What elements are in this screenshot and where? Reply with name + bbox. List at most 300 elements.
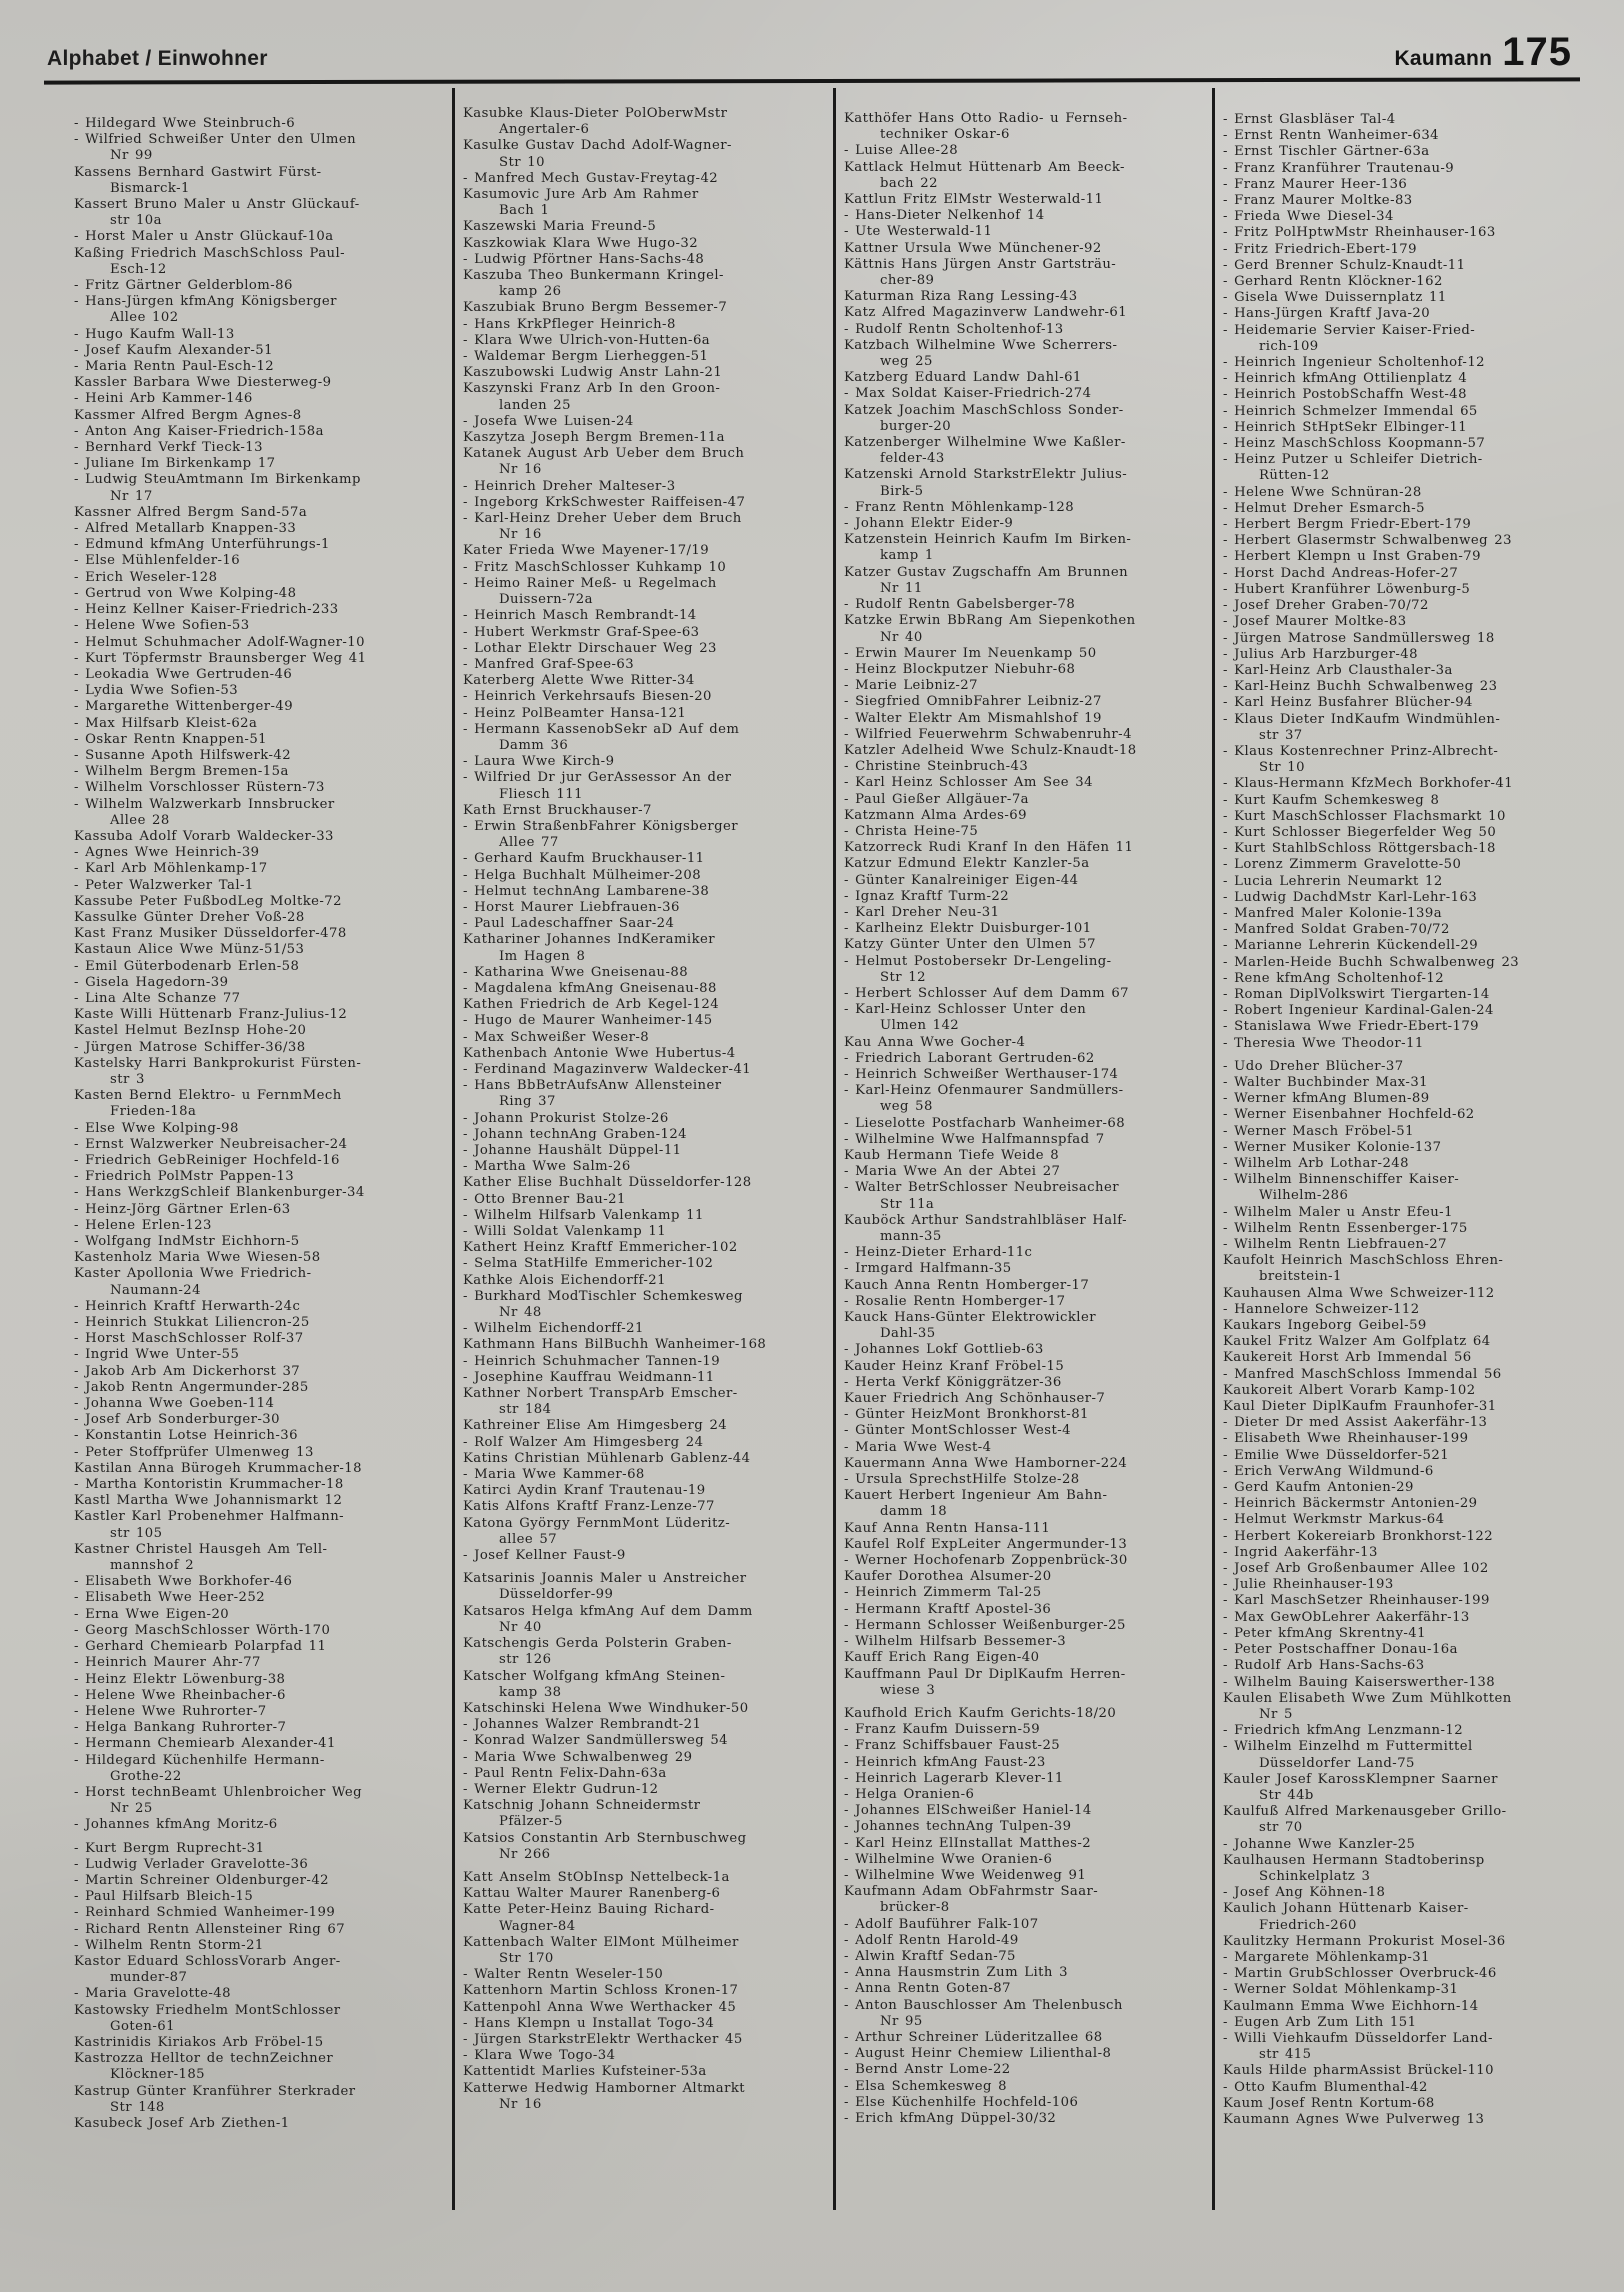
directory-line: - August Heinr Chemiew Lilienthal-8 [844, 2046, 1112, 2062]
directory-line: - Udo Dreher Blücher-37 [1223, 1058, 1404, 1074]
directory-line: - Hugo Kaufm Wall-13 [74, 326, 235, 342]
directory-line: - Peter Walzwerker Tal-1 [74, 877, 254, 893]
directory-line: Kath Ernst Bruckhauser-7 [463, 802, 652, 818]
directory-line: - Helmut Schuhmacher Adolf-Wagner-10 [74, 634, 365, 650]
directory-line: - Gertrud von Wwe Kolping-48 [74, 585, 297, 601]
directory-line: - Walter BetrSchlosser Neubreisacher [844, 1180, 1119, 1196]
directory-line: Bismarck-1 [110, 180, 190, 196]
directory-line: Katthöfer Hans Otto Radio- u Fernseh- [844, 111, 1128, 126]
directory-line: Kathenbach Antonie Wwe Hubertus-4 [463, 1045, 736, 1061]
directory-line: - Lorenz Zimmerm Gravelotte-50 [1223, 857, 1462, 873]
directory-line: - Jakob Arb Am Dickerhorst 37 [74, 1363, 301, 1379]
directory-line: - Heinz Putzer u Schleifer Dietrich- [1223, 452, 1483, 468]
directory-line: - Heinrich Stukkat Liliencron-25 [74, 1315, 310, 1331]
directory-line: str 105 [110, 1525, 163, 1541]
directory-line: rich-109 [1259, 338, 1319, 354]
directory-line: - Heinrich Ingenieur Scholtenhof-12 [1223, 355, 1486, 371]
directory-line: Kasten Bernd Elektro- u FernmMech [74, 1088, 342, 1104]
directory-line: - Peter Stoffprüfer Ulmenweg 13 [74, 1444, 314, 1460]
directory-line: - Erwin StraßenbFahrer Königsberger [463, 818, 739, 834]
directory-line: Kauert Herbert Ingenieur Am Bahn- [844, 1488, 1108, 1504]
directory-line: Katt Anselm StObInsp Nettelbeck-1a [463, 1869, 730, 1885]
directory-line: - Gisela Wwe Duissernplatz 11 [1223, 290, 1447, 306]
directory-line: Kaufel Rolf ExpLeiter Angermunder-13 [844, 1536, 1128, 1552]
directory-line: - Lothar Elektr Dirschauer Weg 23 [463, 640, 717, 656]
directory-line: Kauler Josef KarossKlempner Saarner [1223, 1771, 1498, 1787]
directory-line: Wilhelm-286 [1259, 1188, 1349, 1204]
line-gap [463, 1863, 835, 1870]
directory-line: Katins Christian Mühlenarb Gablenz-44 [463, 1450, 751, 1466]
directory-line: Katzler Adelheid Wwe Schulz-Knaudt-18 [844, 742, 1137, 758]
page-header-right [1394, 30, 1572, 75]
directory-line: - Ludwig Verlader Gravelotte-36 [74, 1856, 309, 1872]
directory-line: Kauls Hilde pharmAssist Brückel-110 [1223, 2063, 1494, 2079]
directory-line: Kaszkowiak Klara Wwe Hugo-32 [463, 235, 699, 251]
directory-line: - Gerhard Chemiearb Polarpfad 11 [74, 1639, 327, 1655]
directory-line: Angertaler-6 [499, 122, 590, 138]
directory-line: - Karl-Heinz Ofenmaurer Sandmüllers- [844, 1083, 1124, 1099]
directory-line: - Karl-Heinz Schlosser Unter den [844, 1002, 1087, 1018]
directory-line: - Kurt StahlbSchloss Röttgersbach-18 [1223, 841, 1496, 857]
directory-line: - Julius Arb Harzburger-48 [1223, 646, 1418, 662]
directory-line: weg 25 [880, 354, 933, 370]
directory-line: - Erich kfmAng Düppel-30/32 [844, 2110, 1057, 2126]
directory-line: - Siegfried OmnibFahrer Leibniz-27 [844, 694, 1102, 710]
directory-line: - Hermann KassenobSekr aD Auf dem [463, 721, 740, 737]
directory-line: - Johann Elektr Eider-9 [844, 516, 1014, 532]
directory-line: - Karl Heinz Busfahrer Blücher-94 [1223, 695, 1473, 711]
directory-line: - Heinrich StHptSekr Elbinger-11 [1223, 419, 1468, 435]
directory-line: - Klaus Dieter IndKaufm Windmühlen- [1223, 711, 1501, 727]
directory-line: Katzorreck Rudi Kranf In den Häfen 11 [844, 840, 1134, 856]
directory-line: - Dieter Dr med Assist Aakerfähr-13 [1223, 1415, 1488, 1431]
directory-line: Kassler Barbara Wwe Diesterweg-9 [74, 375, 332, 391]
directory-line: - Marie Leibniz-27 [844, 678, 978, 694]
directory-line: - Hubert Kranführer Löwenburg-5 [1223, 581, 1471, 597]
directory-line: - Hans Klempn u Installat Togo-34 [463, 2015, 715, 2031]
directory-line: felder-43 [880, 451, 945, 467]
directory-line: - Ute Westerwald-11 [844, 224, 993, 240]
directory-line: - Helga Oranien-6 [844, 1786, 975, 1802]
directory-line: - Günter Kanalreiniger Eigen-44 [844, 872, 1079, 888]
directory-line: - Helmut Postobersekr Dr-Lengeling- [844, 953, 1112, 969]
directory-line: Kathmann Hans BilBuchh Wanheimer-168 [463, 1337, 767, 1353]
directory-line: Kathen Friedrich de Arb Kegel-124 [463, 997, 720, 1013]
directory-line: kamp 38 [499, 1684, 562, 1700]
directory-line: Katzur Edmund Elektr Kanzler-5a [844, 856, 1090, 872]
directory-line: - Heinz Elektr Löwenburg-38 [74, 1671, 286, 1687]
directory-line: Kaum Josef Rentn Kortum-68 [1223, 2095, 1435, 2111]
directory-line: - Wilhelm Eichendorff-21 [463, 1321, 644, 1337]
directory-line: Katirci Aydin Kranf Trautenau-19 [463, 1483, 706, 1499]
directory-line: - Friedrich GebReiniger Hochfeld-16 [74, 1153, 340, 1168]
directory-line: - Erich VerwAng Wildmund-6 [1223, 1463, 1434, 1479]
directory-line: - Leokadia Wwe Gertruden-46 [74, 666, 293, 682]
directory-line: Fliesch 111 [499, 786, 583, 802]
directory-line: - Maria Wwe West-4 [844, 1439, 992, 1455]
directory-line: - Adolf Bauführer Falk-107 [844, 1916, 1039, 1932]
directory-line: - Johanne Wwe Kanzler-25 [1223, 1836, 1416, 1852]
directory-line: - Martin Schreiner Oldenburger-42 [74, 1872, 329, 1888]
directory-line: - Klaus Kostenrechner Prinz-Albrecht- [1223, 743, 1499, 759]
directory-line: - Ingrid Wwe Unter-55 [74, 1347, 240, 1363]
directory-line: - Ursula SprechstHilfe Stolze-28 [844, 1472, 1080, 1488]
directory-line: - Fritz Friedrich-Ebert-179 [1223, 241, 1417, 257]
directory-line: - Franz Maurer Moltke-83 [1223, 193, 1413, 209]
directory-line: Kastilan Anna Bürogeh Krummacher-18 [74, 1460, 362, 1476]
directory-line: Dahl-35 [880, 1326, 936, 1342]
directory-line: Str 10 [1259, 760, 1305, 776]
directory-line: Kauhausen Alma Wwe Schweizer-112 [1223, 1285, 1495, 1301]
directory-line: Kassens Bernhard Gastwirt Fürst- [74, 164, 322, 180]
directory-line: - Else Wwe Kolping-98 [74, 1120, 239, 1136]
directory-line: - Rudolf Rentn Scholtenhof-13 [844, 321, 1064, 337]
directory-line: - Herbert Bergm Friedr-Ebert-179 [1223, 517, 1472, 533]
directory-line: - Klara Wwe Ulrich-von-Hutten-6a [463, 332, 711, 348]
directory-line: Kauck Hans-Günter Elektrowickler [844, 1310, 1096, 1326]
directory-line: Kaszuba Theo Bunkermann Kringel- [463, 268, 724, 284]
directory-line: - Heinz Blockputzer Niebuhr-68 [844, 661, 1076, 677]
directory-line: Kastel Helmut BezInsp Hohe-20 [74, 1023, 307, 1039]
directory-line: Kater Frieda Wwe Mayener-17/19 [463, 543, 710, 559]
directory-line: Kaufmann Adam ObFahrmstr Saar- [844, 1884, 1099, 1900]
directory-line: damm 18 [880, 1504, 948, 1520]
directory-line: Nr 266 [499, 1846, 551, 1862]
directory-line: Katis Alfons Kraftf Franz-Lenze-77 [463, 1499, 715, 1515]
directory-line: Birk-5 [880, 483, 924, 499]
directory-line: Kast Franz Musiker Düsseldorfer-478 [74, 926, 347, 942]
directory-line: Nr 5 [1259, 1706, 1293, 1722]
directory-line: - Wilhelm Hilfsarb Valenkamp 11 [463, 1207, 704, 1223]
directory-line: str 10a [110, 213, 162, 229]
directory-line: - Heimo Rainer Meß- u Regelmach [463, 575, 717, 591]
directory-line: - Franz Maurer Heer-136 [1223, 176, 1408, 192]
directory-line: - Anna Rentn Goten-87 [844, 1981, 1011, 1997]
directory-line: - Horst Maurer Liebfrauen-36 [463, 899, 680, 915]
directory-line: - Herbert Klempn u Inst Graben-79 [1223, 549, 1481, 565]
directory-line: - Walter Buchbinder Max-31 [1223, 1074, 1428, 1090]
directory-line: - Katharina Wwe Gneisenau-88 [463, 964, 689, 980]
directory-line: Kaufolt Heinrich MaschSchloss Ehren- [1223, 1253, 1504, 1269]
directory-line: Kastrozza Helltor de technZeichner [74, 2051, 334, 2067]
directory-line: Katschnig Johann Schneidermstr [463, 1798, 701, 1814]
directory-line: - Karl-Heinz Buchh Schwalbenweg 23 [1223, 679, 1498, 695]
directory-line: - Edmund kfmAng Unterführungs-1 [74, 537, 330, 553]
directory-line: Kattlun Fritz ElMstr Westerwald-11 [844, 192, 1104, 208]
directory-line: Katzer Gustav Zugschaffn Am Brunnen [844, 564, 1129, 580]
directory-line: Duissern-72a [499, 592, 593, 608]
directory-line: - Christa Heine-75 [844, 823, 979, 839]
directory-line: Str 170 [499, 1950, 554, 1966]
directory-line: - Friedrich kfmAng Lenzmann-12 [1223, 1723, 1464, 1739]
directory-line: - Josephine Kauffrau Weidmann-11 [463, 1369, 715, 1385]
directory-line: - Wilhelm Bergm Bremen-15a [74, 764, 289, 780]
directory-line: - Heinrich Dreher Malteser-3 [463, 478, 676, 494]
directory-line: - Ernst Tischler Gärtner-63a [1223, 144, 1430, 160]
directory-line: - Oskar Rentn Knappen-51 [74, 731, 268, 747]
directory-line: brücker-8 [880, 1900, 950, 1916]
directory-line: Kathariner Johannes IndKeramiker [463, 932, 716, 948]
directory-line: str 70 [1259, 1820, 1303, 1836]
page-title: Alphabet / Einwohner [47, 47, 268, 70]
directory-line: allee 57 [499, 1531, 558, 1547]
directory-line: - Heinrich PostobSchaffn West-48 [1223, 387, 1467, 403]
directory-line: - Peter kfmAng Skrentny-41 [1223, 1625, 1426, 1641]
directory-line: - Martha Wwe Salm-26 [463, 1159, 631, 1175]
directory-line: Düsseldorfer Land-75 [1259, 1755, 1415, 1771]
directory-line: - Stanislawa Wwe Friedr-Ebert-179 [1223, 1019, 1480, 1035]
directory-line: Katterwe Hedwig Hamborner Altmarkt [463, 2080, 746, 2096]
directory-line: - Elsa Schemkesweg 8 [844, 2078, 1008, 2094]
directory-line: kamp 1 [880, 548, 934, 564]
directory-line: - Paul Ladeschaffner Saar-24 [463, 916, 675, 932]
directory-line: Kaulich Johann Hüttenarb Kaiser- [1223, 1901, 1469, 1917]
directory-line: - Arthur Schreiner Lüderitzallee 68 [844, 2029, 1103, 2045]
directory-line: - Manfred Soldat Graben-70/72 [1223, 922, 1450, 938]
directory-line: Kasubke Klaus-Dieter PolOberwMstr [463, 106, 728, 121]
directory-line: Kassube Peter FußbodLeg Moltke-72 [74, 893, 342, 909]
directory-line: str 184 [499, 1402, 552, 1418]
directory-line: - Margarete Möhlenkamp-31 [1223, 1949, 1430, 1965]
directory-line: - Kurt Bergm Ruprecht-31 [74, 1840, 265, 1856]
directory-line: - Lina Alte Schanze 77 [74, 990, 241, 1006]
directory-line: mann-35 [880, 1229, 942, 1245]
directory-line: - Josef Maurer Moltke-83 [1223, 614, 1407, 630]
directory-line: - Gerhard Rentn Klöckner-162 [1223, 274, 1443, 290]
directory-line: Klöckner-185 [110, 2067, 206, 2083]
directory-line: Rütten-12 [1259, 468, 1330, 484]
page-number: 175 [1502, 30, 1572, 74]
directory-line: - Josef Dreher Graben-70/72 [1223, 598, 1429, 614]
directory-line: - Johanna Wwe Goeben-114 [74, 1396, 275, 1412]
directory-line: - Wilhelmine Wwe Weidenweg 91 [844, 1867, 1087, 1883]
directory-line: - Julie Rheinhauser-193 [1223, 1577, 1394, 1593]
directory-line: str 415 [1259, 2047, 1312, 2063]
directory-line: - Hermann Schlosser Weißenburger-25 [844, 1617, 1126, 1633]
directory-line: - Heidemarie Servier Kaiser-Fried- [1223, 322, 1476, 338]
directory-line: - Josefa Wwe Luisen-24 [463, 413, 634, 429]
directory-line: - Kurt Kaufm Schemkesweg 8 [1223, 792, 1440, 808]
directory-line: - Ernst Rentn Wanheimer-634 [1223, 128, 1440, 144]
directory-line: - Kurt MaschSchlosser Flachsmarkt 10 [1223, 808, 1506, 824]
directory-line: Kaufhold Erich Kaufm Gerichts-18/20 [844, 1705, 1117, 1721]
directory-line: - Wilhelm Vorschlosser Rüstern-73 [74, 780, 325, 796]
directory-line: Kaste Willi Hüttenarb Franz-Julius-12 [74, 1007, 348, 1023]
directory-line: - Max Hilfsarb Kleist-62a [74, 715, 258, 731]
directory-line: - Selma StatHilfe Emmericher-102 [463, 1256, 714, 1272]
directory-line: Kathreiner Elise Am Himgesberg 24 [463, 1418, 728, 1434]
directory-line: Katzke Erwin BbRang Am Siepenkothen [844, 613, 1136, 629]
directory-line: Kaub Hermann Tiefe Weide 8 [844, 1148, 1060, 1163]
directory-line: - Maria Wwe An der Abtei 27 [844, 1164, 1061, 1180]
directory-line: Kattau Walter Maurer Ranenberg-6 [463, 1886, 721, 1902]
directory-line: - Josef Arb Sonderburger-30 [74, 1412, 280, 1428]
directory-line: - Wilfried Dr jur GerAssessor An der [463, 770, 732, 786]
directory-line: Katsios Constantin Arb Sternbuschweg [463, 1830, 747, 1846]
directory-line: - Franz Schiffsbauer Faust-25 [844, 1738, 1061, 1754]
directory-line: Katz Alfred Magazinverw Landwehr-61 [844, 305, 1128, 321]
directory-line: Kastor Eduard SchlossVorarb Anger- [74, 1953, 341, 1969]
directory-line: - Manfred Graf-Spee-63 [463, 656, 635, 672]
directory-line: Kathke Alois Eichendorff-21 [463, 1272, 666, 1288]
directory-line: - Anton Ang Kaiser-Friedrich-158a [74, 423, 324, 439]
directory-line: - Max GewObLehrer Aakerfähr-13 [1223, 1609, 1470, 1625]
directory-line: - Werner kfmAng Blumen-89 [1223, 1091, 1430, 1107]
directory-line: Kasubeck Josef Arb Ziethen-1 [74, 2115, 290, 2131]
directory-line: Kauder Heinz Kranf Fröbel-15 [844, 1358, 1065, 1374]
directory-line: - Susanne Apoth Hilfswerk-42 [74, 747, 292, 763]
directory-line: - Wilhelm Binnenschiffer Kaiser- [1223, 1172, 1460, 1188]
directory-line: Str 11a [880, 1196, 935, 1212]
directory-line: - Wilhelm Arb Lothar-248 [1223, 1156, 1409, 1171]
directory-column-4 [1223, 112, 1595, 2128]
directory-line: - Wilhelmine Wwe Halfmannspfad 7 [844, 1131, 1105, 1147]
directory-line: - Johannes kfmAng Moritz-6 [74, 1817, 278, 1833]
line-gap [463, 1564, 835, 1571]
directory-line: - Martin GrubSchlosser Overbruck-46 [1223, 1966, 1497, 1982]
directory-line: - Horst Dachd Andreas-Hofer-27 [1223, 565, 1459, 581]
directory-line: Kaukereit Horst Arb Immendal 56 [1223, 1350, 1472, 1366]
directory-line: - Heinrich kfmAng Ottilienplatz 4 [1223, 371, 1468, 387]
directory-line: Kassert Bruno Maler u Anstr Glückauf- [74, 197, 360, 213]
directory-line: Nr 11 [880, 580, 923, 596]
directory-line: Allee 28 [110, 812, 170, 828]
directory-line: Düsseldorfer-99 [499, 1587, 614, 1603]
directory-line: Katsarinis Joannis Maler u Anstreicher [463, 1571, 747, 1587]
directory-line: Kastner Christel Hausgeh Am Tell- [74, 1541, 328, 1557]
directory-line: - Heinz Kellner Kaiser-Friedrich-233 [74, 602, 339, 618]
directory-line: - Alwin Kraftf Sedan-75 [844, 1948, 1016, 1964]
directory-line: - Heinrich kfmAng Faust-23 [844, 1754, 1046, 1770]
line-gap [74, 1834, 446, 1841]
directory-line: Kattenhorn Martin Schloss Kronen-17 [463, 1983, 739, 1999]
directory-line: - Heinrich Masch Rembrandt-14 [463, 608, 697, 624]
directory-line: Kather Elise Buchhalt Düsseldorfer-128 [463, 1175, 752, 1191]
directory-line: - Heini Arb Kammer-146 [74, 391, 253, 407]
directory-line: - Werner Masch Fröbel-51 [1223, 1123, 1414, 1139]
directory-line: - Heinrich Schmelzer Immendal 65 [1223, 403, 1478, 419]
directory-line: kamp 26 [499, 284, 562, 300]
directory-line: Ulmen 142 [880, 1018, 960, 1034]
directory-line: Kassmer Alfred Bergm Agnes-8 [74, 407, 302, 423]
directory-column-3 [844, 111, 1216, 2127]
directory-line: - Richard Rentn Allensteiner Ring 67 [74, 1921, 346, 1937]
directory-line: - Paul Hilfsarb Bleich-15 [74, 1889, 254, 1905]
directory-line: Kaßing Friedrich MaschSchloss Paul- [74, 245, 346, 261]
directory-line: - Wilfried Schweißer Unter den Ulmen [74, 132, 357, 148]
directory-line: Nr 25 [110, 1801, 153, 1817]
directory-line: Kaszubiak Bruno Bergm Bessemer-7 [463, 300, 728, 316]
directory-column-2 [463, 106, 835, 2113]
directory-line: Katerberg Alette Wwe Ritter-34 [463, 673, 695, 689]
directory-line: Katzenstein Heinrich Kaufm Im Birken- [844, 532, 1132, 548]
directory-line: - Johann Prokurist Stolze-26 [463, 1110, 669, 1126]
directory-line: - Karl Heinz Schlosser Am See 34 [844, 775, 1093, 791]
directory-line: - Wilhelmine Wwe Oranien-6 [844, 1851, 1053, 1867]
directory-line: - Manfred Maler Kolonie-139a [1223, 905, 1443, 921]
directory-line: - Helene Wwe Ruhrorter-7 [74, 1703, 267, 1719]
directory-line: - Karl Heinz ElInstallat Matthes-2 [844, 1835, 1092, 1851]
directory-line: - Karl-Heinz Arb Clausthaler-3a [1223, 662, 1453, 678]
directory-line: - Friedrich Laborant Gertruden-62 [844, 1050, 1095, 1066]
directory-line: - Heinrich Schuhmacher Tannen-19 [463, 1353, 721, 1369]
directory-line: Frieden-18a [110, 1104, 197, 1120]
line-gap [844, 1699, 1216, 1706]
directory-line: Kassner Alfred Bergm Sand-57a [74, 504, 308, 520]
directory-line: - Robert Ingenieur Kardinal-Galen-24 [1223, 1003, 1494, 1019]
directory-line: Kau Anna Wwe Gocher-4 [844, 1034, 1026, 1050]
directory-line: - Herbert Schlosser Auf dem Damm 67 [844, 985, 1130, 1001]
directory-line: Kaulmann Emma Wwe Eichhorn-14 [1223, 1998, 1479, 2014]
directory-line: - Konrad Walzer Sandmüllersweg 54 [463, 1733, 729, 1749]
directory-line: - Magdalena kfmAng Gneisenau-88 [463, 980, 717, 996]
directory-line: Kastrinidis Kiriakos Arb Fröbel-15 [74, 2034, 324, 2050]
directory-line: - Horst MaschSchlosser Rolf-37 [74, 1331, 304, 1347]
directory-line: Katurman Riza Rang Lessing-43 [844, 289, 1078, 305]
directory-line: - Wilhelm Walzwerkarb Innsbrucker [74, 796, 335, 812]
directory-line: Kauch Anna Rentn Homberger-17 [844, 1277, 1090, 1293]
directory-line: - Roman DiplVolkswirt Tiergarten-14 [1223, 986, 1490, 1002]
directory-line: - Hans KrkPfleger Heinrich-8 [463, 316, 676, 332]
directory-line: Friedrich-260 [1259, 1917, 1357, 1933]
directory-line: - Klaus-Hermann KfzMech Borkhofer-41 [1223, 776, 1514, 792]
directory-line: - Erich Weseler-128 [74, 569, 218, 585]
directory-line: Katsaros Helga kfmAng Auf dem Damm [463, 1603, 753, 1619]
directory-line: - Margarethe Wittenberger-49 [74, 699, 294, 715]
directory-line: - Jürgen StarkstrElektr Werthacker 45 [463, 2031, 743, 2047]
directory-line: - Franz Rentn Möhlenkamp-128 [844, 499, 1075, 515]
directory-line: Katschengis Gerda Polsterin Graben- [463, 1636, 732, 1652]
directory-line: cher-89 [880, 273, 935, 289]
directory-line: Str 44b [1259, 1787, 1314, 1803]
directory-line: Kastl Martha Wwe Johannismarkt 12 [74, 1493, 343, 1509]
directory-line: - Maria Rentn Paul-Esch-12 [74, 359, 275, 375]
directory-line: - Johanne Haushält Düppel-11 [463, 1143, 682, 1158]
directory-line: Kauer Friedrich Ang Schönhauser-7 [844, 1391, 1106, 1407]
directory-line: - Georg MaschSchlosser Wörth-170 [74, 1622, 331, 1638]
directory-line: - Hans-Jürgen Kraftf Java-20 [1223, 306, 1431, 322]
directory-line: - Adolf Rentn Harold-49 [844, 1932, 1019, 1948]
directory-line: str 3 [110, 1071, 145, 1087]
directory-line: Kaumann Agnes Wwe Pulverweg 13 [1223, 2111, 1485, 2127]
directory-line: Nr 48 [499, 1305, 542, 1321]
directory-line: - Bernd Anstr Lome-22 [844, 2062, 1011, 2078]
directory-line: Katzenski Arnold StarkstrElektr Julius- [844, 467, 1128, 483]
directory-line: - Rene kfmAng Scholtenhof-12 [1223, 970, 1445, 986]
directory-line: - Konstantin Lotse Heinrich-36 [74, 1428, 298, 1444]
directory-line: - Gerd Kaufm Antonien-29 [1223, 1480, 1414, 1496]
directory-line: - Theresia Wwe Theodor-11 [1223, 1035, 1424, 1051]
directory-line: - Horst technBeamt Uhlenbroicher Weg [74, 1784, 363, 1800]
directory-line: Kauff Erich Rang Eigen-40 [844, 1650, 1040, 1666]
directory-line: Kattlack Helmut Hüttenarb Am Beeck- [844, 159, 1125, 175]
directory-line: - Werner Musiker Kolonie-137 [1223, 1139, 1442, 1155]
directory-line: - Rudolf Arb Hans-Sachs-63 [1223, 1658, 1425, 1674]
directory-line: - Heinz PolBeamter Hansa-121 [463, 705, 687, 721]
directory-line: Kaukel Fritz Walzer Am Golfplatz 64 [1223, 1334, 1491, 1350]
directory-line: - Marianne Lehrerin Kückendell-29 [1223, 938, 1479, 954]
directory-line: - Herbert Kokereiarb Bronkhorst-122 [1223, 1528, 1494, 1544]
directory-line: - Wilhelm Rentn Liebfrauen-27 [1223, 1237, 1447, 1253]
directory-line: - Fritz PolHptwMstr Rheinhauser-163 [1223, 225, 1496, 241]
directory-line: - Max Schweißer Weser-8 [463, 1029, 650, 1045]
directory-line: munder-87 [110, 1970, 188, 1986]
directory-line: Im Hagen 8 [499, 948, 586, 964]
directory-line: Schinkelplatz 3 [1259, 1868, 1371, 1884]
directory-line: Kauböck Arthur Sandstrahlbläser Half- [844, 1212, 1128, 1228]
directory-line: - Jürgen Matrose Sandmüllersweg 18 [1223, 630, 1495, 646]
directory-line: - Fritz Gärtner Gelderblom-86 [74, 278, 293, 294]
